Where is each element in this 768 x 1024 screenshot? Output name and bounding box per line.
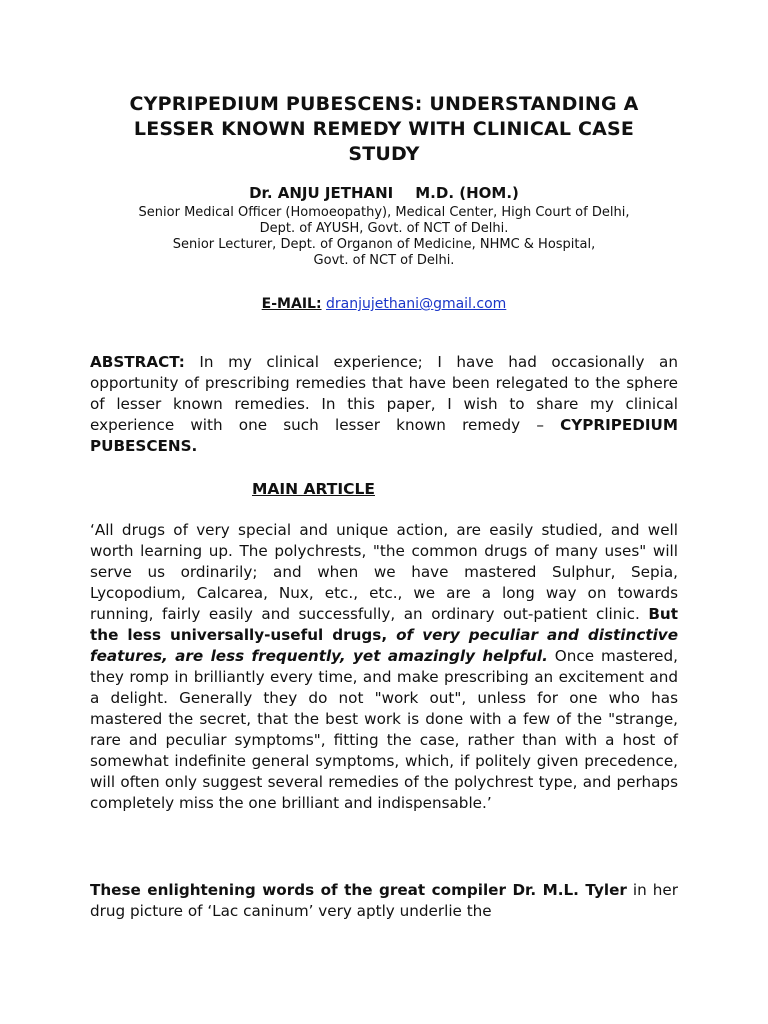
title-line-3: STUDY [348, 143, 420, 165]
author-name: Dr. ANJU JETHANI [249, 184, 394, 202]
quote-bold-italic: of very peculiar and distinctive features, are less frequently, yet amazingly helpful. [90, 626, 678, 665]
abstract-remedy: CYPRIPEDIUM PUBESCENS. [90, 416, 678, 455]
affiliation-line: Dept. of AYUSH, Govt. of NCT of Delhi. [259, 221, 509, 236]
author-line [90, 184, 678, 202]
author-degree: M.D. (HOM.) [415, 184, 519, 202]
abstract-text: In my clinical experience; I have had occasionally an opportunity of prescribing remedies that have been relegated to the sphere of lesser known remedies. In this paper, I wish to share my clinical experience with one such lesser known remedy – [90, 353, 678, 434]
closing-text: in her drug picture of ‘Lac caninum’ very aptly underlie the [90, 881, 678, 920]
email-label: E-MAIL: [261, 296, 322, 312]
affiliation-line: Senior Medical Officer (Homoeopathy), Medical Center, High Court of Delhi, [138, 205, 630, 220]
affiliation-line: Govt. of NCT of Delhi. [313, 253, 455, 268]
paper-title [90, 92, 678, 167]
email-line [90, 295, 678, 313]
abstract-paragraph [90, 352, 678, 457]
quote-text-2: Once mastered, they romp in brilliantly every time, and make prescribing an excitement and a delight. Generally they do not "work out", unless for one who has mastered the secret, that the best work is done with a few of the "strange, rare and peculiar symptoms", fitting the case, rather than with a host of somewhat indefinite general symptoms, which, if politely given precedence, will often only suggest several remedies of the polychrest type, and perhaps completely miss the one brilliant and indispensable.’ [90, 647, 678, 812]
email-link[interactable]: dranjujethani@gmail.com [326, 296, 507, 312]
closing-bold: These enlightening words of the great compiler Dr. M.L. Tyler [90, 881, 627, 899]
title-line-1: CYPRIPEDIUM PUBESCENS: UNDERSTANDING A [129, 93, 639, 115]
quote-bold: But the less universally-useful drugs, [90, 605, 678, 644]
abstract-label: ABSTRACT: [90, 353, 185, 371]
main-article-heading: MAIN ARTICLE [252, 480, 375, 498]
author-affiliation [90, 205, 678, 269]
title-line-2: LESSER KNOWN REMEDY WITH CLINICAL CASE [133, 118, 635, 140]
tyler-quote-paragraph [90, 520, 678, 814]
quote-text-1: ‘All drugs of very special and unique action, are easily studied, and well worth learning up. The polychrests, "the common drugs of many uses" will serve us ordinarily; and when we have mastered Sulphur, Sepia, Lycopodium, Calcarea, Nux, etc., etc., we are a long way on towards running, fairly easily and successfully, an ordinary out-patient clinic. [90, 521, 678, 623]
closing-paragraph [90, 880, 678, 922]
affiliation-line: Senior Lecturer, Dept. of Organon of Medicine, NHMC & Hospital, [172, 237, 596, 252]
